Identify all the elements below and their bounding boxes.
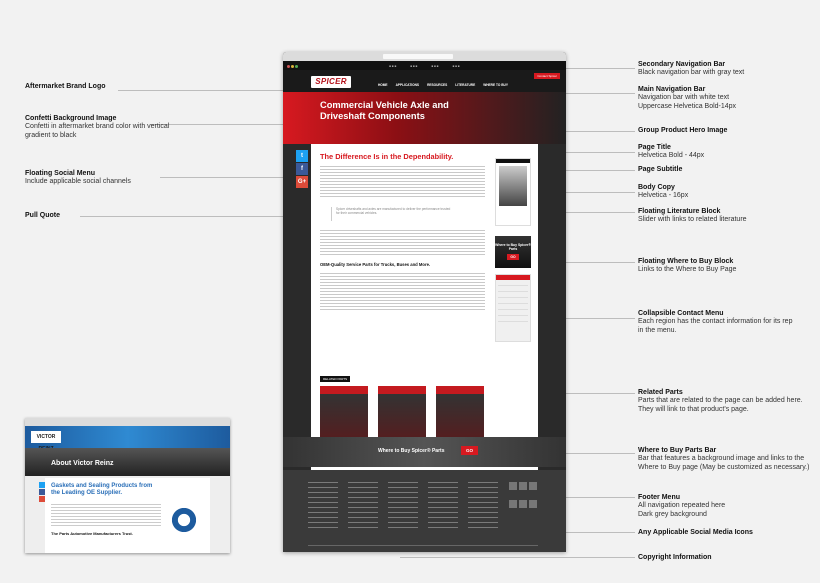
nav-literature: LITERATURE: [455, 83, 476, 87]
spicer-logo: SPICER: [311, 76, 351, 88]
annotation-desc: Parts that are related to the page can be added here.: [638, 397, 803, 405]
secnav-item: ■ ■ ■: [431, 63, 439, 68]
annotation-desc: Helvetica - 16px: [638, 192, 689, 200]
annotation-title: Group Product Hero Image: [638, 127, 728, 134]
secnav-item: ■ ■ ■: [389, 63, 397, 68]
annotation-title: Related Parts: [638, 389, 683, 396]
victor-reinz-subtitle: Gaskets and Sealing Products from the Leading OE Supplier.: [51, 483, 153, 496]
page-title: The Difference Is in the Dependability.: [320, 152, 454, 161]
victor-reinz-subhead: The Parts Automotive Manufacturers Trust.: [51, 531, 133, 536]
body-copy-block: [320, 271, 485, 311]
page-content: [311, 144, 538, 474]
body-copy-block: [320, 228, 485, 256]
victor-reinz-header: [25, 426, 230, 448]
footer-column: [308, 478, 338, 528]
main-nav-links: [378, 83, 508, 87]
social-icon: [509, 500, 517, 508]
contact-row: [498, 316, 528, 322]
google-plus-icon: [39, 496, 45, 502]
annotation-title: Floating Literature Block: [638, 208, 721, 215]
related-parts-label: RELATED PARTS: [320, 376, 350, 382]
twitter-icon: t: [296, 150, 308, 162]
annotation-desc: Each region has the contact information for its rep: [638, 318, 793, 326]
browser-chrome: [283, 52, 566, 61]
annotation-desc: gradient to black: [25, 131, 77, 139]
annotation-title: Secondary Navigation Bar: [638, 61, 726, 68]
where-to-buy-block: [495, 236, 531, 268]
annotation-desc: Uppercase Helvetica Bold-14px: [638, 102, 737, 110]
footer-social-icons: [508, 478, 538, 514]
social-icon: [529, 482, 537, 490]
annotation-desc: Confetti in aftermarket brand color with vertical: [25, 123, 170, 131]
footer-column: [468, 478, 498, 528]
annotation-page-title: [638, 144, 704, 161]
browser-chrome: [25, 418, 230, 426]
main-nav-bar: [283, 70, 566, 92]
annotation-title: Where to Buy Parts Bar: [638, 447, 717, 454]
annotation-desc: Navigation bar with white text: [638, 94, 730, 102]
seal-icon: [170, 506, 198, 534]
annotation-body-copy: [638, 184, 688, 201]
footer: [283, 470, 566, 552]
annotation-title: Confetti Background Image: [25, 115, 117, 122]
victor-reinz-logo: VICTOR: [31, 431, 61, 443]
hero-image: [283, 92, 566, 144]
annotation-copyright: [638, 554, 712, 562]
annotation-desc: Slider with links to related literature: [638, 216, 747, 224]
annotation-wtb-bar: [638, 447, 809, 472]
annotation-title: Page Title: [638, 144, 671, 151]
annotation-secondary-nav: [638, 61, 744, 78]
body-copy-block: [51, 502, 161, 526]
wtb-bar-go-button: GO: [461, 446, 478, 455]
social-icon: [529, 500, 537, 508]
annotation-floating-wtb: [638, 258, 736, 275]
secnav-item: ■ ■ ■: [452, 63, 460, 68]
victor-reinz-hero: [25, 448, 230, 476]
annotation-floating-social: [25, 170, 131, 187]
victor-reinz-hero-title: About Victor Reinz: [51, 460, 114, 467]
wtb-bar-text: Where to Buy Spicer® Parts: [378, 448, 445, 454]
google-plus-icon: G+: [296, 176, 308, 188]
annotation-pull-quote: [25, 212, 60, 220]
footer-column: [388, 478, 418, 528]
pull-quote: Spicer driveshafts and axles are manufactured to deliver the performance trusted for their commercial vehicles.: [331, 207, 451, 221]
nav-home: HOME: [378, 83, 388, 87]
facebook-icon: f: [296, 163, 308, 175]
annotation-title: Floating Social Menu: [25, 170, 96, 177]
annotation-title: Floating Where to Buy Block: [638, 258, 734, 265]
nav-where-to-buy: WHERE TO BUY: [483, 83, 508, 87]
close-dot-icon: [287, 65, 290, 68]
annotation-desc: Where to Buy page (May be customized as necessary.): [638, 463, 810, 471]
annotation-contact-menu: [638, 310, 792, 335]
annotation-title: Body Copy: [638, 184, 675, 191]
wtb-block-text: Where to Buy Spicer® Parts: [495, 243, 531, 251]
social-icon: [509, 482, 517, 490]
annotation-title: Aftermarket Brand Logo: [25, 83, 106, 90]
annotation-title: Page Subtitle: [638, 166, 683, 173]
twitter-icon: [39, 482, 45, 488]
wtb-block-go-button: GO: [507, 254, 518, 260]
literature-thumbnail: [499, 166, 527, 206]
annotation-desc: They will link to that product's page.: [638, 405, 749, 413]
annotation-title: Any Applicable Social Media Icons: [638, 529, 753, 536]
where-to-buy-bar: [283, 437, 566, 467]
annotation-desc: Links to the Where to Buy Page: [638, 266, 737, 274]
annotation-title: Footer Menu: [638, 494, 680, 501]
nav-resources: RESOURCES: [427, 83, 448, 87]
secondary-nav-bar: [283, 61, 566, 70]
literature-header: [496, 159, 530, 163]
literature-block: [495, 158, 531, 226]
annotation-confetti: [25, 115, 169, 140]
social-icon: [519, 482, 527, 490]
annotation-hero-image: [638, 127, 727, 135]
annotation-aftermarket-logo: [25, 83, 106, 91]
annotation-title: Collapsible Contact Menu: [638, 310, 724, 317]
spicer-page-mockup: [283, 52, 566, 552]
footer-column: [348, 478, 378, 528]
annotation-desc: Black navigation bar with gray text: [638, 69, 745, 77]
annotation-desc: in the menu.: [638, 326, 677, 334]
copyright-bar: [308, 545, 538, 546]
contact-menu: [495, 274, 531, 342]
address-bar: [383, 54, 453, 59]
facebook-icon: [39, 489, 45, 495]
annotation-social-icons: [638, 529, 753, 537]
nav-applications: APPLICATIONS: [395, 83, 420, 87]
annotation-title: Pull Quote: [25, 212, 60, 219]
contact-button: Contact Spicer: [534, 73, 560, 79]
annotation-desc: Dark grey background: [638, 510, 707, 518]
annotation-footer-menu: [638, 494, 725, 519]
annotation-desc: All navigation repeated here: [638, 502, 726, 510]
utility-links: [534, 73, 560, 79]
secnav-item: ■ ■ ■: [410, 63, 418, 68]
annotation-floating-literature: [638, 208, 747, 225]
annotation-desc: Helvetica Bold - 44px: [638, 152, 705, 160]
hero-title: Commercial Vehicle Axle and Driveshaft Components: [320, 100, 449, 121]
floating-social-menu: [296, 150, 308, 189]
annotation-main-nav: [638, 86, 736, 111]
maximize-dot-icon: [295, 65, 298, 68]
footer-column: [428, 478, 458, 528]
body-copy-block: [320, 164, 485, 198]
annotation-related-parts: [638, 389, 803, 414]
floating-social-menu: [39, 482, 45, 503]
social-icon: [519, 500, 527, 508]
annotation-title: Main Navigation Bar: [638, 86, 706, 93]
minimize-dot-icon: [291, 65, 294, 68]
annotation-desc: Include applicable social channels: [25, 178, 131, 186]
victor-reinz-page-mockup: [25, 418, 230, 553]
annotation-desc: Bar that features a background image and links to the: [638, 455, 805, 463]
annotation-title: Copyright Information: [638, 554, 712, 561]
victor-reinz-content: [45, 478, 210, 553]
page-subtitle: OEM-Quality Service Parts for Trucks, Buses and More.: [320, 262, 431, 267]
annotation-page-subtitle: [638, 166, 682, 174]
